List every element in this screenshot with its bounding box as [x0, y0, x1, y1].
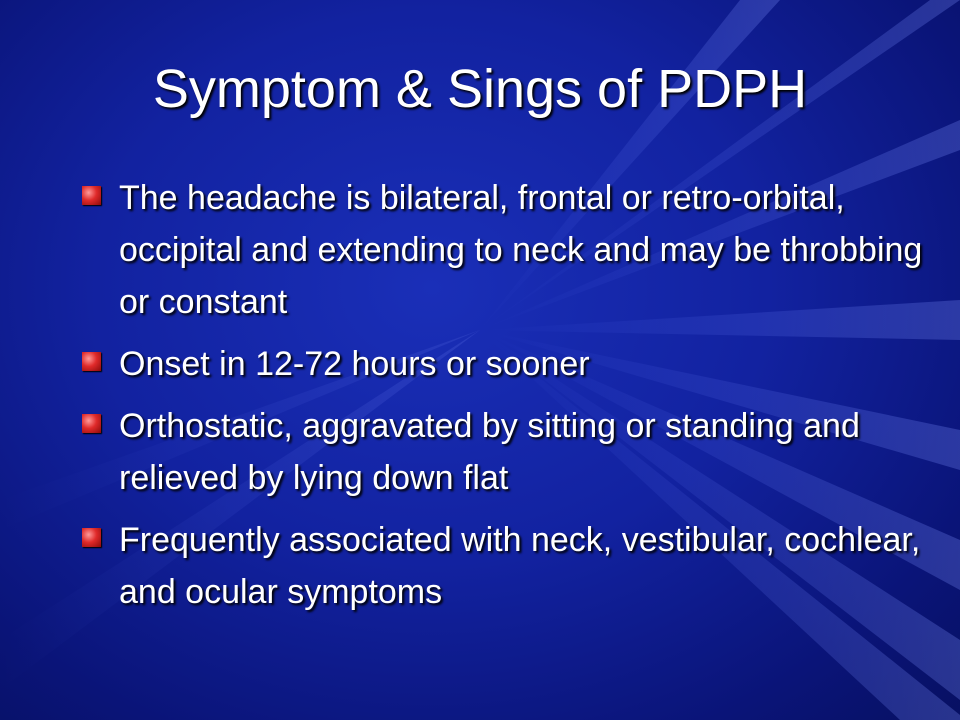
- bullet-list: [82, 172, 942, 628]
- bullet-item: [82, 514, 942, 618]
- square-bullet-icon: [82, 186, 101, 205]
- bullet-item: [82, 172, 942, 328]
- slide-title: Symptom & Sings of PDPH: [152, 59, 808, 119]
- square-bullet-icon: [82, 414, 101, 433]
- bullet-text: Onset in 12-72 hours or sooner: [119, 345, 590, 383]
- bullet-text: Frequently associated with neck, vestibular, cochlear, and ocular symptoms: [119, 521, 921, 611]
- bullet-item: [82, 338, 942, 390]
- bullet-text: The headache is bilateral, frontal or retro-orbital, occipital and extending to neck and may be throbbing or constant: [119, 179, 923, 321]
- square-bullet-icon: [82, 528, 101, 547]
- square-bullet-icon: [82, 352, 101, 371]
- bullet-text: Orthostatic, aggravated by sitting or standing and relieved by lying down flat: [119, 407, 860, 497]
- bullet-item: [82, 400, 942, 504]
